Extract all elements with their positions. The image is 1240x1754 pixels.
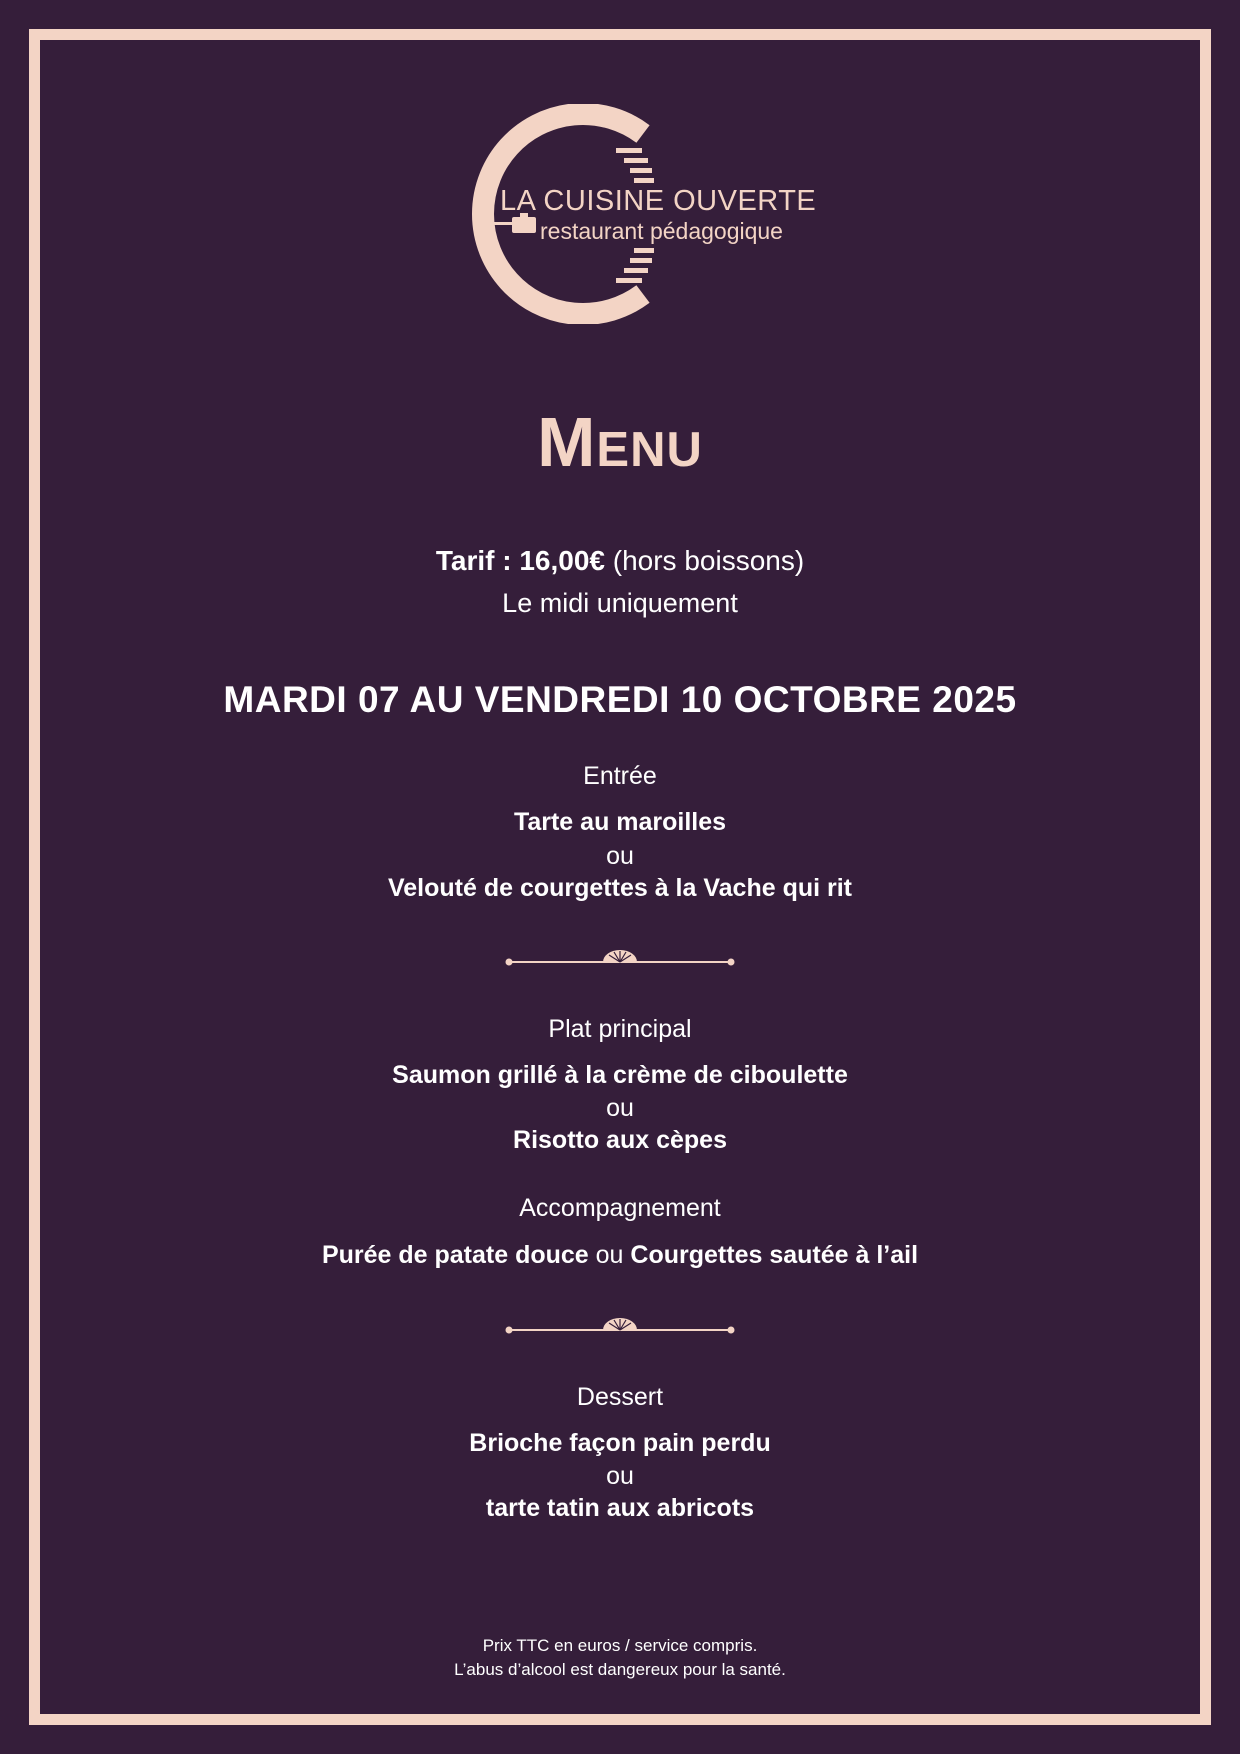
- side-dish-line: [0, 1239, 1240, 1271]
- logo-name: LA CUISINE OUVERTE: [500, 185, 817, 217]
- section-heading-entree: Entrée: [583, 762, 657, 790]
- schedule-line: Le midi uniquement: [502, 588, 738, 618]
- dish-plat-2: Risotto aux cèpes: [513, 1126, 727, 1154]
- or-text: ou: [595, 1241, 624, 1269]
- logo-tagline: restaurant pédagogique: [540, 218, 783, 244]
- dish-side-1: Purée de patate douce: [321, 1241, 589, 1269]
- footer-price-note: Prix TTC en euros / service compris.: [482, 1636, 758, 1655]
- ornament-divider: [505, 950, 735, 974]
- or-text: ou: [606, 842, 634, 870]
- date-range: MARDI 07 AU VENDREDI 10 OCTOBRE 2025: [223, 679, 1017, 720]
- dish-plat-1: Saumon grillé à la crème de ciboulette: [392, 1061, 848, 1089]
- price-note: (hors boissons): [612, 545, 805, 576]
- dish-entree-1: Tarte au maroilles: [513, 808, 727, 836]
- ornament-divider: [505, 1318, 735, 1342]
- or-text: ou: [606, 1462, 634, 1490]
- dish-side-2: Courgettes sautée à l’ail: [630, 1241, 919, 1269]
- price-label: Tarif : 16,00€: [435, 545, 605, 576]
- section-heading-accompagnement: Accompagnement: [519, 1194, 721, 1222]
- menu-title: Menu: [537, 403, 703, 481]
- footer-alcohol-warning: L’abus d’alcool est dangereux pour la santé.: [454, 1660, 786, 1679]
- section-heading-plat: Plat principal: [548, 1015, 692, 1043]
- price-line: [0, 541, 1240, 581]
- dish-dessert-1: Brioche façon pain perdu: [469, 1429, 771, 1457]
- dish-entree-2: Velouté de courgettes à la Vache qui rit: [387, 874, 853, 902]
- dish-dessert-2: tarte tatin aux abricots: [485, 1494, 755, 1522]
- section-heading-dessert: Dessert: [576, 1383, 664, 1411]
- or-text: ou: [606, 1094, 634, 1122]
